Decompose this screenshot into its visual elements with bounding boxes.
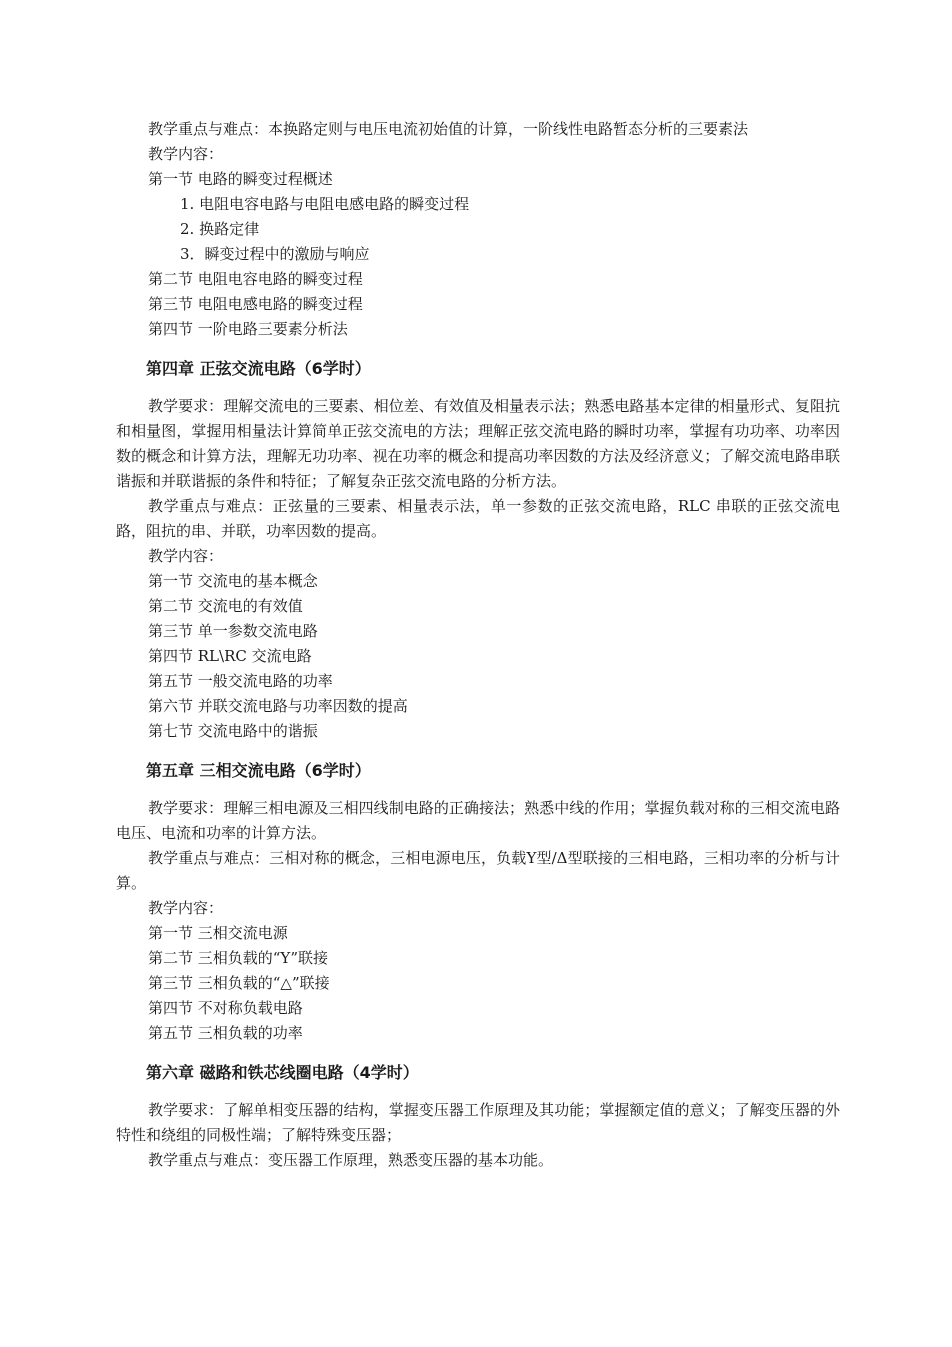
intro-subitem-2: 2. 换路定律 [180,220,260,238]
chapter-6-key-points: 教学重点与难点：变压器工作原理，熟悉变压器的基本功能。 [148,1151,554,1169]
intro-section-4: 第四节 一阶电路三要素分析法 [148,320,348,338]
document-page [116,117,840,1173]
chapter-4-section: 第一节 交流电的基本概念 [148,572,318,590]
intro-section-3: 第三节 电阻电感电路的瞬变过程 [148,295,363,313]
intro-section-1: 第一节 电路的瞬变过程概述 [148,170,333,188]
chapter-5-content-label: 教学内容： [148,899,224,917]
intro-content-label: 教学内容： [148,145,224,163]
chapter-4-section: 第三节 单一参数交流电路 [148,622,318,640]
chapter-4-requirements: 教学要求：理解交流电的三要素、相位差、有效值及相量表示法；熟悉电路基本定律的相量形式、复阻抗和相量图，掌握用相量法计算简单正弦交流电的方法；理解正弦交流电路的瞬时功率，掌握有功功率、功率因数的概念和计算方法，理解无功功率、视在功率的概念和提高功率因数的方法及经济意义；了解交流电路串联谐振和并联谐振的条件和特征；了解复杂正弦交流电路的分析方法。 [116,397,840,490]
chapter-4-section: 第五节 一般交流电路的功率 [148,672,333,690]
chapter-5-section: 第三节 三相负载的“△”联接 [148,974,330,992]
intro-subitem-1: 1. 电阻电容电路与电阻电感电路的瞬变过程 [180,195,470,213]
chapter-6-requirements: 教学要求：了解单相变压器的结构，掌握变压器工作原理及其功能；掌握额定值的意义；了解变压器的外特性和绕组的同极性端；了解特殊变压器； [116,1101,840,1144]
chapter-6-title: 第六章 磁路和铁芯线圈电路（4学时） [146,1063,419,1082]
chapter-4-section: 第二节 交流电的有效值 [148,597,303,615]
chapter-4-section: 第七节 交流电路中的谐振 [148,722,318,740]
chapter-4-title: 第四章 正弦交流电路（6学时） [146,359,371,378]
chapter-5-key-points: 教学重点与难点：三相对称的概念，三相电源电压，负载Y型/Δ型联接的三相电路，三相功率的分析与计算。 [116,849,840,892]
chapter-4-section: 第六节 并联交流电路与功率因数的提高 [148,697,408,715]
chapter-5-section: 第五节 三相负载的功率 [148,1024,303,1042]
intro-subitem-3: 3．瞬变过程中的激励与响应 [180,245,370,263]
chapter-5-requirements: 教学要求：理解三相电源及三相四线制电路的正确接法；熟悉中线的作用；掌握负载对称的三相交流电路电压、电流和功率的计算方法。 [116,799,840,842]
chapter-4-key-points: 教学重点与难点：正弦量的三要素、相量表示法，单一参数的正弦交流电路，RLC 串联的正弦交流电路，阻抗的串、并联，功率因数的提高。 [116,497,840,540]
chapter-5-title: 第五章 三相交流电路（6学时） [146,761,371,780]
chapter-5-section: 第一节 三相交流电源 [148,924,288,942]
chapter-4-section: 第四节 RL\RC 交流电路 [148,647,312,665]
intro-key-points: 教学重点与难点：本换路定则与电压电流初始值的计算，一阶线性电路暂态分析的三要素法 [148,120,749,138]
intro-section-2: 第二节 电阻电容电路的瞬变过程 [148,270,363,288]
chapter-5-section: 第四节 不对称负载电路 [148,999,303,1017]
chapter-4-content-label: 教学内容： [148,547,224,565]
chapter-5-section: 第二节 三相负载的“Y”联接 [148,949,329,967]
